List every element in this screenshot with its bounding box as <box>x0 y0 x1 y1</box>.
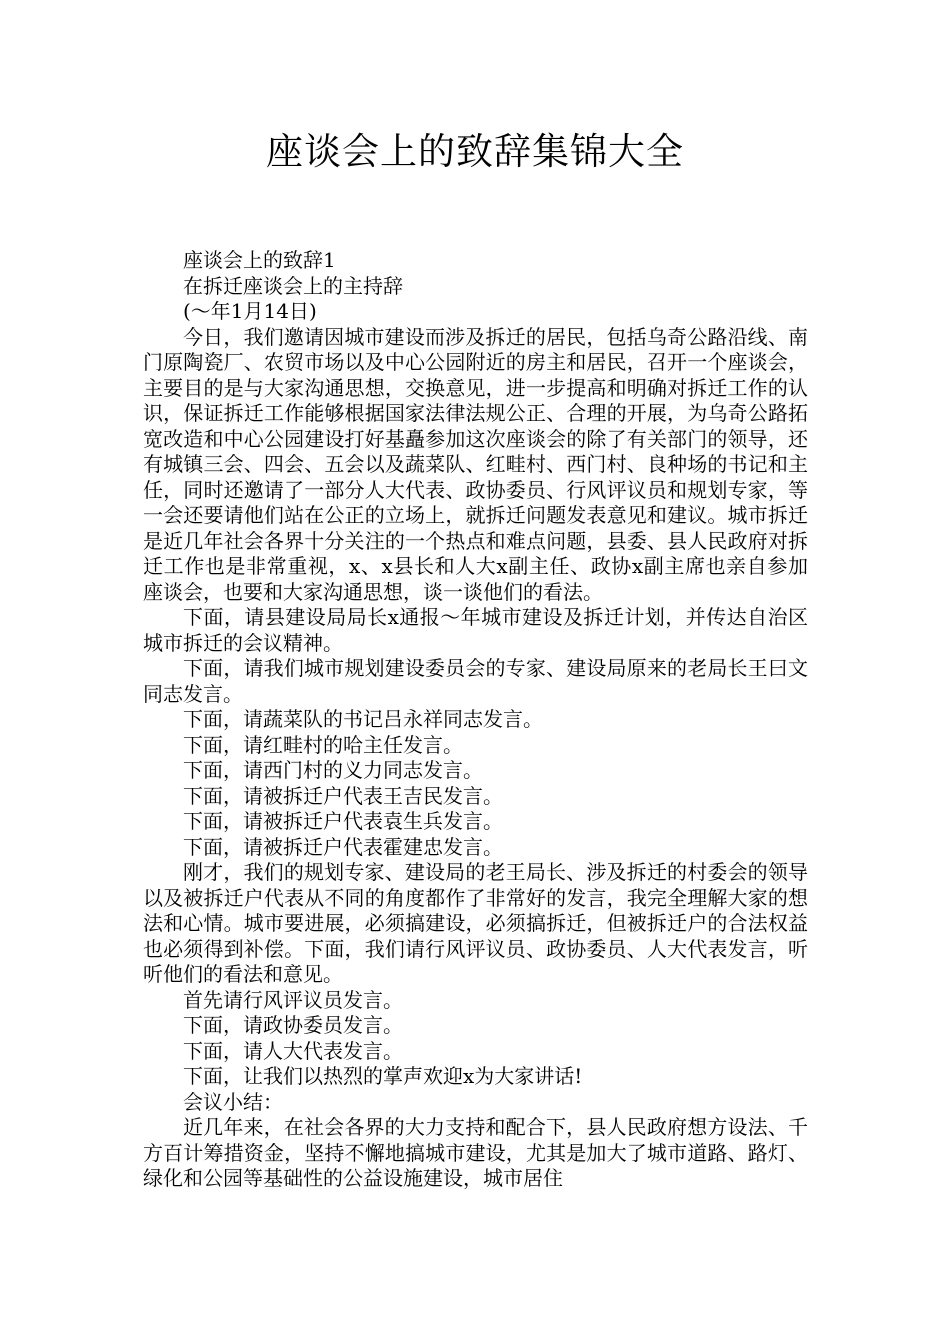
paragraph: 下面，请被拆迁户代表袁生兵发言。 <box>183 809 503 833</box>
speech-date: (～年1月14日) <box>183 299 317 323</box>
paragraph: 下面，请红畦村的哈主任发言。 <box>183 732 463 757</box>
paragraph: 下面，请被拆迁户代表霍建忠发言。 <box>183 834 503 859</box>
paragraph: 下面，请西门村的义力同志发言。 <box>183 758 483 782</box>
paragraph: 首先请行风评议员发言。 <box>183 987 403 1012</box>
paragraph: 下面，让我们以热烈的掌声欢迎x为大家讲话! <box>183 1064 583 1088</box>
paragraph: 下面，请政协委员发言。 <box>183 1013 403 1037</box>
paragraph: 下面，请人大代表发言。 <box>183 1038 403 1063</box>
paragraph: 会议小结： <box>183 1089 283 1114</box>
paragraph: 下面，请被拆迁户代表王吉民发言。 <box>183 783 503 808</box>
paragraph: 近几年来，在社会各界的大力支持和配合下，县人民政府想方设法、千方百计筹措资金，坚持不懈地搞城市建设，尤其是加大了城市道路、路灯、绿化和公园等基础性的公益设施建设，城市居住 <box>143 1115 808 1190</box>
document-body <box>143 248 808 1192</box>
section-heading: 座谈会上的致辞1 <box>183 248 336 272</box>
paragraph: 今日，我们邀请因城市建设而涉及拆迁的居民，包括乌奇公路沿线、南门原陶瓷厂、农贸市场以及中心公园附近的房主和居民，召开一个座谈会，主要目的是与大家沟通思想，交换意见，进一步提高和明确对拆迁工作的认识，保证拆迁工作能够根据国家法律法规公正、合理的开展，为乌奇公路拓宽改造和中心公园建设打好基矗参加这次座谈会的除了有关部门的领导，还有城镇三会、四会、五会以及蔬菜队、红畦村、西门村、良种场的书记和主任，同时还邀请了一部分人大代表、政协委员、行风评议员和规划专家，等一会还要请他们站在公正的立场上，就拆迁问题发表意见和建议。城市拆迁是近几年社会各界十分关注的一个热点和难点问题，县委、县人民政府对拆迁工作也是非常重视，x、x县长和人大x副主任、政协x副主席也亲自参加座谈会，也要和大家沟通思想，谈一谈他们的看法。 <box>143 324 808 604</box>
paragraph: 下面，请县建设局局长x通报～年城市建设及拆迁计划，并传达自治区城市拆迁的会议精神。 <box>143 605 808 655</box>
paragraph: 刚才，我们的规划专家、建设局的老王局长、涉及拆迁的村委会的领导以及被拆迁户代表从不同的角度都作了非常好的发言，我完全理解大家的想法和心情。城市要进展，必须搞建设，必须搞拆迁，但被拆迁户的合法权益也必须得到补偿。下面，我们请行风评议员、政协委员、人大代表发言，听听他们的看法和意见。 <box>143 860 808 986</box>
paragraph: 下面，请我们城市规划建设委员会的专家、建设局原来的老局长王曰文同志发言。 <box>143 656 808 706</box>
speech-title: 在拆迁座谈会上的主持辞 <box>183 273 403 298</box>
paragraph: 下面，请蔬菜队的书记吕永祥同志发言。 <box>183 707 543 731</box>
document-title: 座谈会上的致辞集锦大全 <box>266 130 684 173</box>
